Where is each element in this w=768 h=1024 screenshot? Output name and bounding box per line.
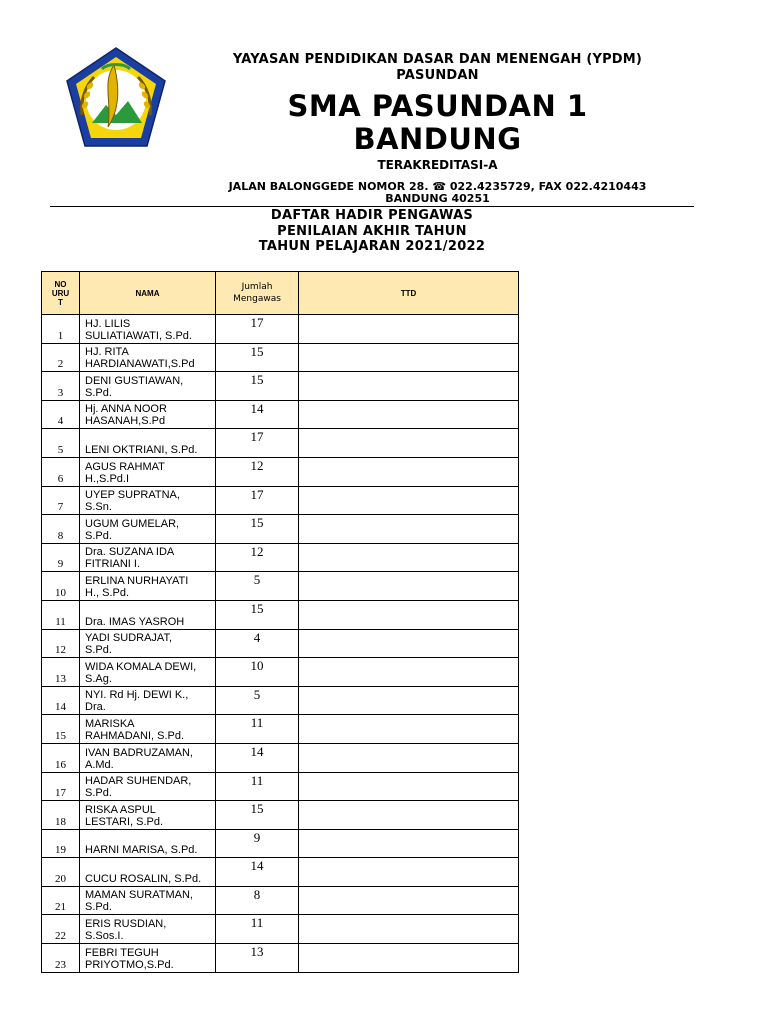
column-header-count-line: Mengawas: [233, 294, 281, 304]
row-number: 15: [42, 715, 80, 744]
signature-cell[interactable]: [299, 486, 519, 515]
supervisor-name-line: S.Pd.: [85, 386, 112, 399]
table-row: [42, 858, 519, 887]
supervisor-name-line: RAHMADANI, S.Pd.: [85, 729, 185, 742]
document-title-line: DAFTAR HADIR PENGAWAS: [270, 208, 474, 223]
signature-cell[interactable]: [299, 543, 519, 572]
row-number: 1: [42, 315, 80, 344]
table-row: [42, 572, 519, 601]
signature-cell[interactable]: [299, 658, 519, 687]
supervisor-name-line: UGUM GUMELAR,: [85, 517, 180, 530]
supervision-count: 11: [216, 772, 299, 801]
supervisor-name-line: PRIYOTMO,S.Pd.: [85, 958, 174, 971]
signature-cell[interactable]: [299, 686, 519, 715]
signature-cell[interactable]: [299, 343, 519, 372]
supervisor-name: [80, 543, 216, 572]
row-number: 7: [42, 486, 80, 515]
supervisor-name: [80, 629, 216, 658]
signature-cell[interactable]: [299, 400, 519, 429]
table-row: [42, 457, 519, 486]
supervisor-name-line: S.Sos.I.: [85, 930, 124, 943]
document-title-line: TAHUN PELAJARAN 2021/2022: [258, 239, 486, 254]
supervisor-name-line: NYI. Rd Hj. DEWI K.,: [85, 689, 189, 702]
signature-cell[interactable]: [299, 315, 519, 344]
supervisor-name-line: S.Sn.: [85, 501, 112, 514]
column-header-no-line: T: [58, 297, 63, 307]
supervisor-name-line: MARISKA: [85, 717, 135, 730]
supervisor-name: [80, 858, 216, 887]
supervision-count: 4: [216, 629, 299, 658]
address-line: JALAN BALONGGEDE NOMOR 28. ☎ 022.4235729, FAX 022.4210443: [228, 180, 647, 193]
supervisor-name-line: H., S.Pd.: [85, 586, 130, 599]
document-title: [170, 208, 574, 255]
supervisor-name: [80, 400, 216, 429]
signature-cell[interactable]: [299, 429, 519, 458]
supervisor-name-line: WIDA KOMALA DEWI,: [85, 660, 197, 673]
table-row: [42, 886, 519, 915]
supervisor-name-line: HARDIANAWATI,S.Pd: [85, 358, 195, 371]
row-number: 9: [42, 543, 80, 572]
supervisor-name-line: HASANAH,S.Pd: [85, 415, 166, 428]
table-row: [42, 372, 519, 401]
supervision-count: 10: [216, 658, 299, 687]
supervision-count: 11: [216, 915, 299, 944]
supervisor-name: [80, 515, 216, 544]
supervisor-name-line: UYEP SUPRATNA,: [85, 489, 180, 502]
table-row: [42, 658, 519, 687]
supervisor-name-line: A.Md.: [85, 758, 114, 771]
document-title-line: PENILAIAN AKHIR TAHUN: [277, 223, 467, 239]
column-header-name: NAMA: [80, 272, 216, 315]
foundation-name-line: PASUNDAN: [396, 68, 479, 83]
supervisor-name-line: LENI OKTRIANI, S.Pd.: [85, 443, 198, 456]
supervisor-name-line: HADAR SUHENDAR,: [85, 775, 192, 788]
supervisor-name-line: MAMAN SURATMAN,: [85, 889, 193, 902]
supervisor-name-line: S.Pd.: [85, 787, 112, 800]
row-number: 10: [42, 572, 80, 601]
supervisor-name: [80, 715, 216, 744]
row-number: 22: [42, 915, 80, 944]
supervision-count: 9: [216, 829, 299, 858]
supervisor-name-line: ERLINA NURHAYATI: [85, 574, 189, 587]
supervisor-name-line: AGUS RAHMAT: [85, 460, 165, 473]
row-number: 14: [42, 686, 80, 715]
signature-cell[interactable]: [299, 915, 519, 944]
row-number: 6: [42, 457, 80, 486]
row-number: 23: [42, 944, 80, 973]
school-name: [200, 90, 675, 156]
supervisor-name-line: HJ. LILIS: [85, 317, 131, 330]
column-header-no-line: NO: [54, 279, 67, 289]
school-name-line: BANDUNG: [353, 122, 522, 156]
row-number: 16: [42, 743, 80, 772]
supervisor-name: [80, 915, 216, 944]
table-row: [42, 772, 519, 801]
supervision-count: 11: [216, 715, 299, 744]
supervision-count: 12: [216, 543, 299, 572]
supervisor-name-line: ERIS RUSDIAN,: [85, 918, 167, 931]
supervisor-name-line: H.,S.Pd.I: [85, 472, 130, 485]
accreditation-status: TERAKREDITASI-A: [377, 158, 498, 172]
table-row: [42, 944, 519, 973]
table-row: [42, 429, 519, 458]
table-row: [42, 743, 519, 772]
supervisor-name-line: FITRIANI I.: [85, 558, 140, 571]
column-header-count: [216, 272, 299, 315]
signature-cell[interactable]: [299, 772, 519, 801]
supervisor-name-line: Hj. ANNA NOOR: [85, 403, 167, 416]
supervisor-name: [80, 600, 216, 629]
supervisor-name-line: FEBRI TEGUH: [85, 946, 159, 959]
supervisor-name: [80, 572, 216, 601]
supervision-count: 14: [216, 400, 299, 429]
table-row: [42, 315, 519, 344]
signature-cell[interactable]: [299, 829, 519, 858]
table-row: [42, 801, 519, 830]
signature-cell[interactable]: [299, 457, 519, 486]
supervision-count: 17: [216, 486, 299, 515]
supervisor-name-line: IVAN BADRUZAMAN,: [85, 746, 193, 759]
supervisor-name-line: Dra. IMAS YASROH: [85, 615, 185, 628]
school-emblem-icon: [62, 45, 170, 151]
table-row: [42, 515, 519, 544]
supervisor-name-line: S.Pd.: [85, 901, 112, 914]
signature-cell[interactable]: [299, 858, 519, 887]
table-row: [42, 400, 519, 429]
supervisor-name-line: YADI SUDRAJAT,: [85, 632, 172, 645]
supervisor-name-line: Dra. SUZANA IDA: [85, 546, 175, 559]
supervisor-name-line: HARNI MARISA, S.Pd.: [85, 844, 198, 857]
row-number: 19: [42, 829, 80, 858]
row-number: 18: [42, 801, 80, 830]
supervisor-name-line: CUCU ROSALIN, S.Pd.: [85, 872, 202, 885]
supervisor-name: [80, 886, 216, 915]
supervision-count: 8: [216, 886, 299, 915]
table-row: [42, 629, 519, 658]
signature-cell[interactable]: [299, 715, 519, 744]
table-row: [42, 600, 519, 629]
supervision-count: 17: [216, 315, 299, 344]
supervisor-name: [80, 372, 216, 401]
column-header-count-line: Jumlah: [241, 282, 273, 292]
supervisor-name: [80, 658, 216, 687]
row-number: 20: [42, 858, 80, 887]
foundation-name-line: YAYASAN PENDIDIKAN DASAR DAN MENENGAH (YPDM): [232, 52, 643, 67]
supervisor-name-line: DENI GUSTIAWAN,: [85, 374, 184, 387]
supervisor-name-line: HJ. RITA: [85, 346, 129, 359]
signature-cell[interactable]: [299, 944, 519, 973]
supervisor-name: [80, 315, 216, 344]
column-header-signature: TTD: [299, 272, 519, 315]
table-row: [42, 343, 519, 372]
row-number: 4: [42, 400, 80, 429]
school-address: [200, 181, 675, 205]
signature-cell[interactable]: [299, 886, 519, 915]
supervision-count: 17: [216, 429, 299, 458]
school-name-line: SMA PASUNDAN 1: [287, 89, 588, 123]
supervisor-name-line: S.Pd.: [85, 529, 112, 542]
supervision-count: 12: [216, 457, 299, 486]
signature-cell[interactable]: [299, 515, 519, 544]
column-header-no: [42, 272, 80, 315]
supervisor-name: [80, 772, 216, 801]
foundation-name: [200, 52, 675, 84]
supervisor-name: [80, 743, 216, 772]
supervisor-name-line: SULIATIAWATI, S.Pd.: [85, 329, 192, 342]
supervisor-name: [80, 829, 216, 858]
supervisor-name: [80, 686, 216, 715]
signature-cell[interactable]: [299, 801, 519, 830]
supervision-count: 5: [216, 686, 299, 715]
supervision-count: 15: [216, 801, 299, 830]
supervisor-name-line: S.Ag.: [85, 672, 112, 685]
table-row: [42, 715, 519, 744]
signature-cell[interactable]: [299, 572, 519, 601]
supervisor-name-line: RISKA ASPUL: [85, 803, 156, 816]
table-row: [42, 686, 519, 715]
supervision-count: 15: [216, 600, 299, 629]
row-number: 2: [42, 343, 80, 372]
signature-cell[interactable]: [299, 372, 519, 401]
table-row: [42, 486, 519, 515]
supervision-count: 15: [216, 372, 299, 401]
row-number: 3: [42, 372, 80, 401]
row-number: 12: [42, 629, 80, 658]
row-number: 21: [42, 886, 80, 915]
supervision-count: 14: [216, 858, 299, 887]
table-header-row: [42, 272, 519, 315]
supervisor-name: [80, 944, 216, 973]
table-row: [42, 829, 519, 858]
row-number: 17: [42, 772, 80, 801]
address-line: BANDUNG 40251: [385, 192, 490, 205]
supervisor-name: [80, 429, 216, 458]
supervisor-name: [80, 343, 216, 372]
supervisor-name-line: LESTARI, S.Pd.: [85, 815, 164, 828]
header-divider: [50, 206, 694, 207]
table-row: [42, 915, 519, 944]
attendance-table: [41, 271, 519, 973]
supervision-count: 15: [216, 515, 299, 544]
supervision-count: 15: [216, 343, 299, 372]
signature-cell[interactable]: [299, 629, 519, 658]
table-row: [42, 543, 519, 572]
supervision-count: 5: [216, 572, 299, 601]
column-header-no-line: URU: [51, 288, 70, 298]
supervision-count: 14: [216, 743, 299, 772]
supervisor-name: [80, 457, 216, 486]
row-number: 5: [42, 429, 80, 458]
row-number: 8: [42, 515, 80, 544]
supervision-count: 13: [216, 944, 299, 973]
supervisor-name-line: Dra.: [85, 701, 106, 714]
signature-cell[interactable]: [299, 743, 519, 772]
row-number: 11: [42, 600, 80, 629]
supervisor-name: [80, 486, 216, 515]
supervisor-name-line: S.Pd.: [85, 644, 112, 657]
signature-cell[interactable]: [299, 600, 519, 629]
supervisor-name: [80, 801, 216, 830]
row-number: 13: [42, 658, 80, 687]
